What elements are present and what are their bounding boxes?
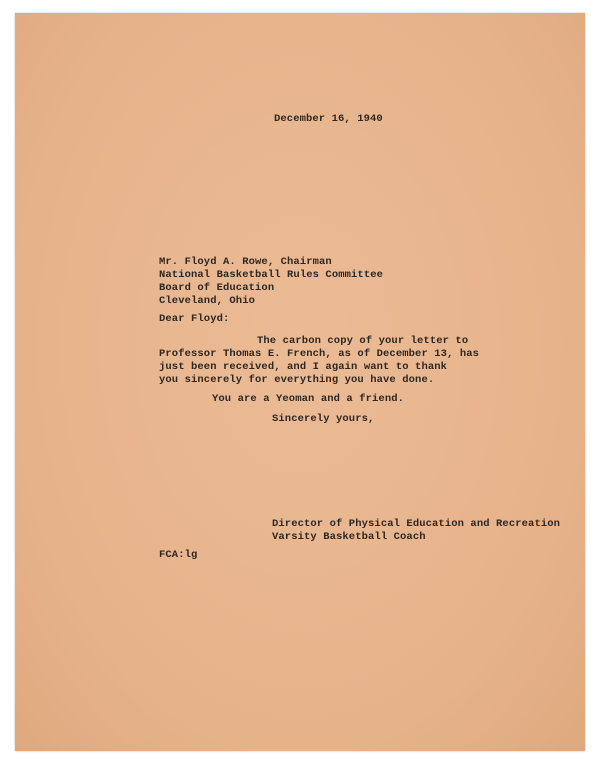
signature-title-coach: Varsity Basketball Coach xyxy=(272,531,426,543)
body-line-2: Professor Thomas E. French, as of December 13, has xyxy=(159,348,480,360)
body-line-3: just been received, and I again want to thank xyxy=(159,361,448,373)
address-line-committee: National Basketball Rules Committee xyxy=(159,269,384,281)
signature-title-director: Director of Physical Education and Recreation xyxy=(272,518,561,530)
letter-date: December 16, 1940 xyxy=(274,113,383,125)
typist-initials: FCA:lg xyxy=(159,549,198,561)
letter-page xyxy=(15,13,585,751)
salutation: Dear Floyd: xyxy=(159,313,230,325)
body-line-1: The carbon copy of your letter to xyxy=(257,335,469,347)
address-line-board: Board of Education xyxy=(159,282,275,294)
closing: Sincerely yours, xyxy=(272,413,375,425)
body-paragraph-2: You are a Yeoman and a friend. xyxy=(212,393,405,405)
body-line-4: you sincerely for everything you have done. xyxy=(159,374,435,386)
address-line-name: Mr. Floyd A. Rowe, Chairman xyxy=(159,256,332,268)
address-line-city: Cleveland, Ohio xyxy=(159,295,256,307)
